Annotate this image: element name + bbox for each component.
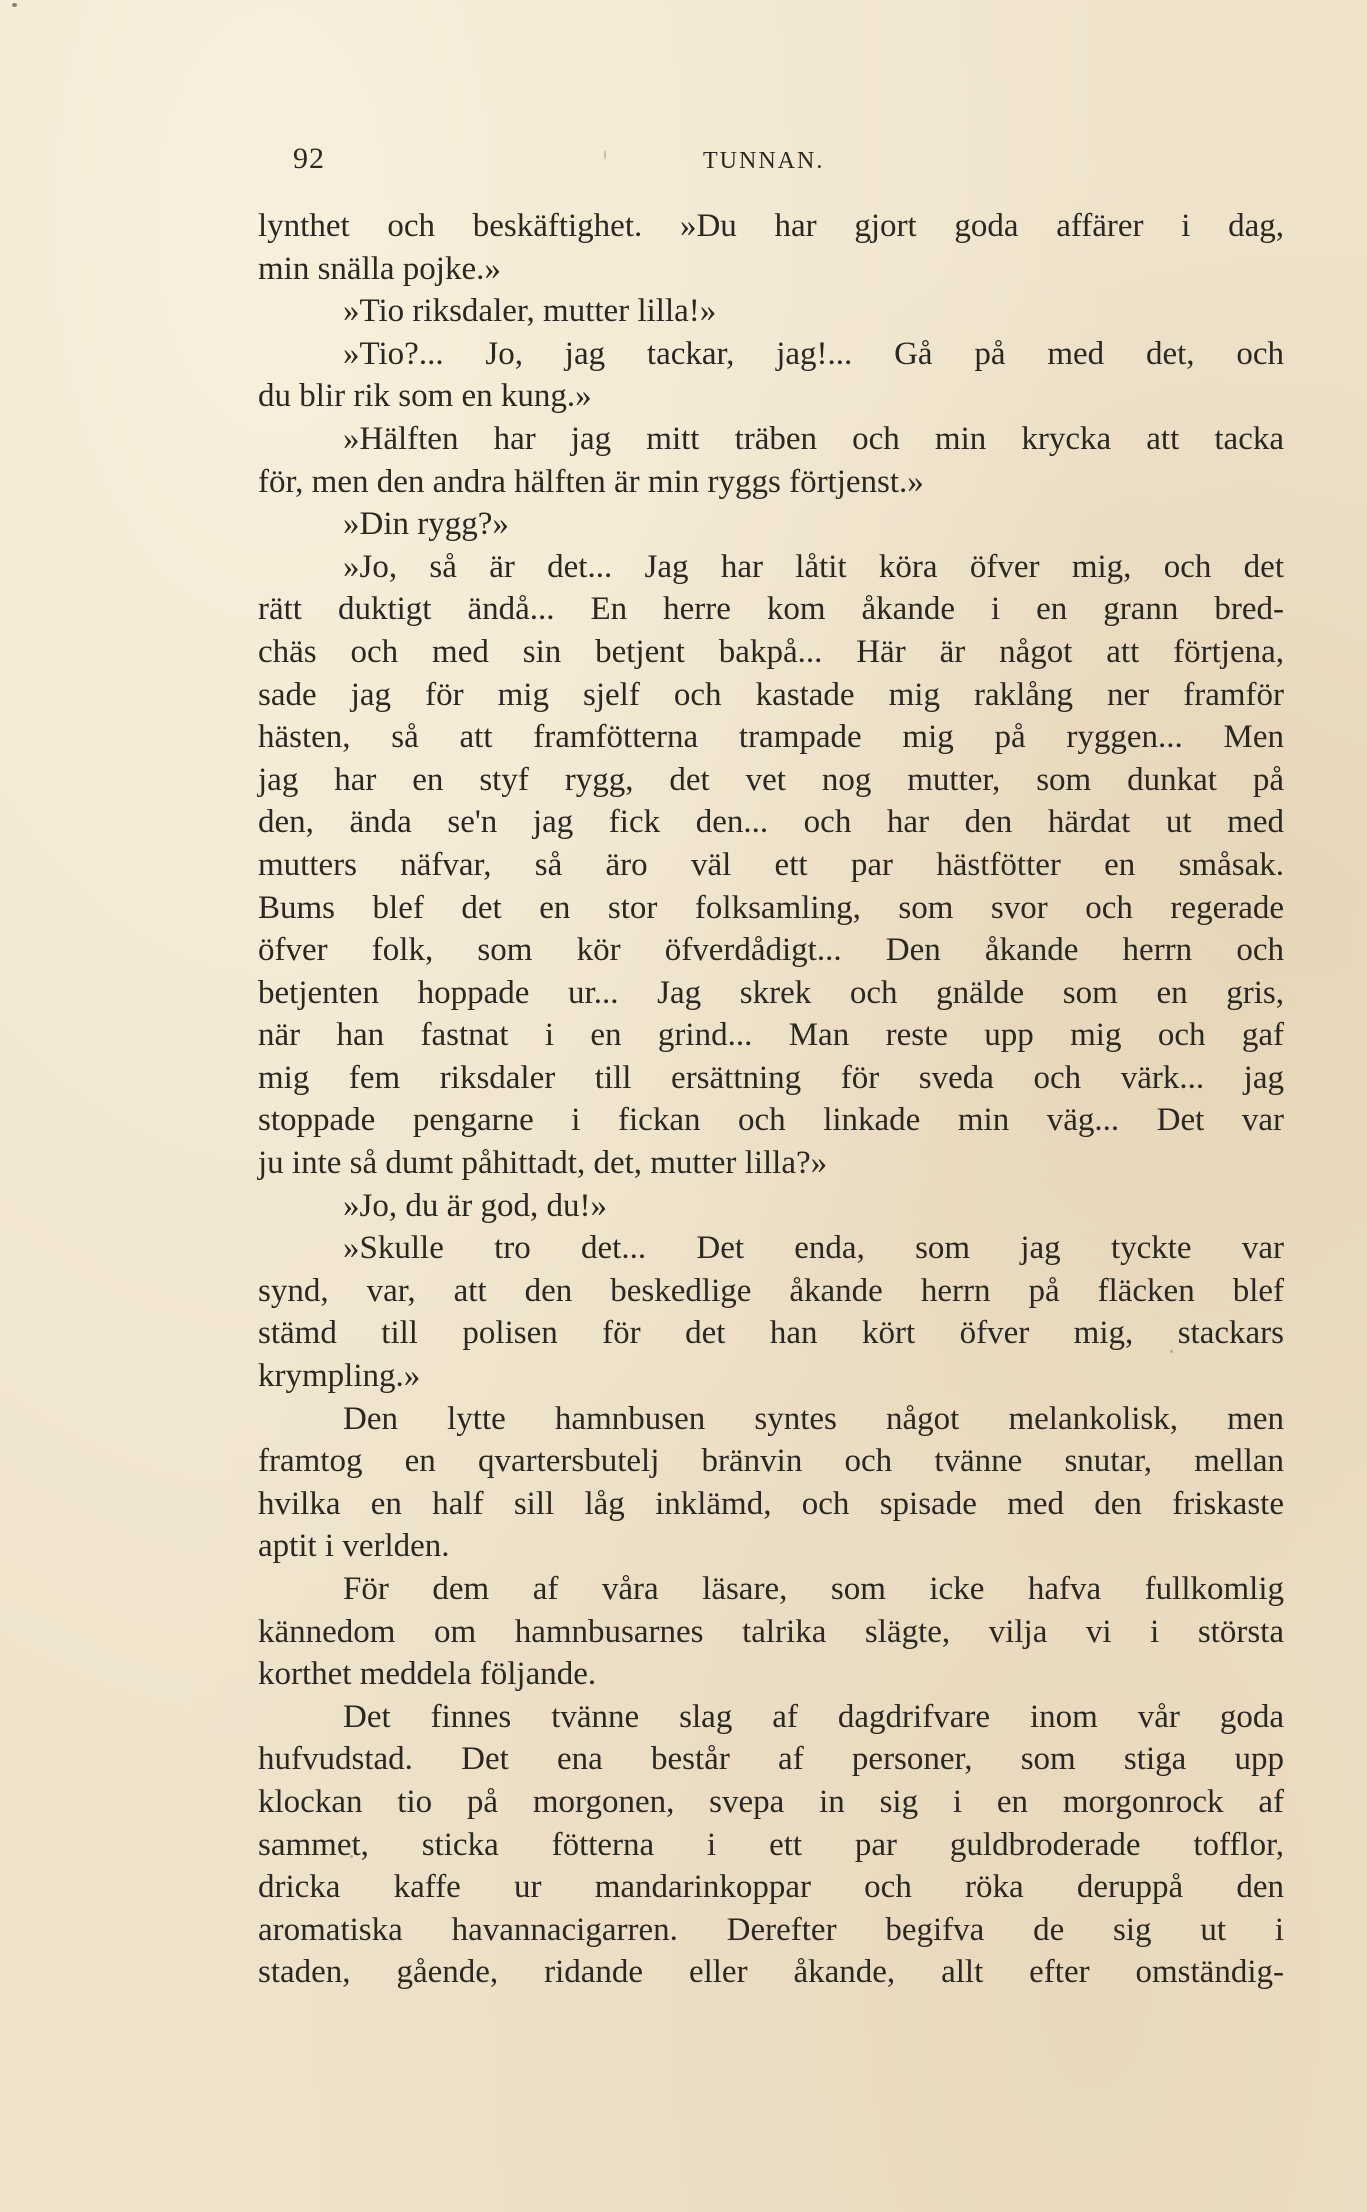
text-line: mutters näfvar, så äro väl ett par hästfötter en småsak. — [258, 846, 1284, 883]
page-number: 92 — [293, 142, 325, 175]
body-text — [258, 205, 1284, 1994]
text-line: hufvudstad. Det ena består af personer, som stiga upp — [258, 1741, 1284, 1778]
text-line: chäs och med sin betjent bakpå... Här är något att förtjena, — [258, 633, 1284, 670]
text-line: för, men den andra hälften är min ryggs förtjenst.» — [258, 463, 924, 500]
paper-speck — [1170, 1350, 1173, 1353]
text-line: stämd till polisen för det han kört öfver mig, stackars — [258, 1315, 1284, 1352]
text-line: »Hälften har jag mitt träben och min krycka att tacka — [343, 420, 1284, 457]
text-line: Den lytte hamnbusen syntes något melankolisk, men — [343, 1400, 1284, 1437]
text-line: dricka kaffe ur mandarinkoppar och röka deruppå den — [258, 1869, 1284, 1906]
running-title: TUNNAN. — [703, 148, 825, 174]
text-line: »Tio?... Jo, jag tackar, jag!... Gå på med det, och — [343, 335, 1284, 372]
text-line: sade jag för mig sjelf och kastade mig raklång ner framför — [258, 676, 1284, 713]
text-line: öfver folk, som kör öfverdådigt... Den åkande herrn och — [258, 932, 1284, 969]
paper-speck — [12, 3, 17, 7]
text-line: hvilka en half sill låg inklämd, och spisade med den friskaste — [258, 1485, 1284, 1522]
text-line: den, ända se'n jag fick den... och har den härdat ut med — [258, 804, 1284, 841]
text-line: krympling.» — [258, 1358, 421, 1395]
text-line: sammet, sticka fötterna i ett par guldbroderade tofflor, — [258, 1826, 1284, 1863]
text-line: aromatiska havannacigarren. Derefter begifva de sig ut i — [258, 1911, 1284, 1948]
text-line: aptit i verlden. — [258, 1528, 450, 1565]
text-line: betjenten hoppade ur... Jag skrek och gnälde som en gris, — [258, 974, 1284, 1011]
text-line: Bums blef det en stor folksamling, som svor och regerade — [258, 889, 1284, 926]
text-line: rätt duktigt ändå... En herre kom åkande i en grann bred- — [258, 591, 1284, 628]
running-head — [0, 142, 1367, 182]
text-line: staden, gående, ridande eller åkande, allt efter omständig- — [258, 1954, 1284, 1991]
text-line: när han fastnat i en grind... Man reste upp mig och gaf — [258, 1017, 1284, 1054]
text-line: Det finnes tvänne slag af dagdrifvare inom vår goda — [343, 1698, 1284, 1735]
text-line: korthet meddela följande. — [258, 1656, 597, 1693]
text-line: »Din rygg?» — [343, 506, 509, 543]
text-line: synd, var, att den beskedlige åkande herrn på fläcken blef — [258, 1272, 1284, 1309]
text-line: För dem af våra läsare, som icke hafva fullkomlig — [343, 1571, 1284, 1607]
text-line: »Skulle tro det... Det enda, som jag tyckte var — [343, 1230, 1284, 1267]
text-line: »Jo, så är det... Jag har låtit köra öfver mig, och det — [343, 548, 1284, 585]
text-line: hästen, så att framfötterna trampade mig på ryggen... Men — [258, 719, 1284, 756]
text-line: min snälla pojke.» — [258, 250, 501, 287]
text-line: du blir rik som en kung.» — [258, 378, 592, 415]
text-line: framtog en qvartersbutelj bränvin och tvänne snutar, mellan — [258, 1443, 1284, 1480]
text-line: lynthet och beskäftighet. »Du har gjort goda affärer i dag, — [258, 208, 1284, 244]
text-line: klockan tio på morgonen, svepa in sig i en morgonrock af — [258, 1783, 1284, 1820]
text-line: »Tio riksdaler, mutter lilla!» — [343, 293, 717, 330]
text-line: stoppade pengarne i fickan och linkade min väg... Det var — [258, 1102, 1284, 1139]
text-line: kännedom om hamnbusarnes talrika slägte, vilja vi i största — [258, 1613, 1284, 1650]
paper-speck — [604, 150, 606, 160]
text-line: mig fem riksdaler till ersättning för sveda och värk... jag — [258, 1059, 1284, 1096]
text-line: »Jo, du är god, du!» — [343, 1187, 607, 1224]
text-line: jag har en styf rygg, det vet nog mutter, som dunkat på — [258, 761, 1284, 798]
text-line: ju inte så dumt påhittadt, det, mutter lilla?» — [258, 1145, 828, 1182]
paper-speck — [350, 1855, 353, 1858]
